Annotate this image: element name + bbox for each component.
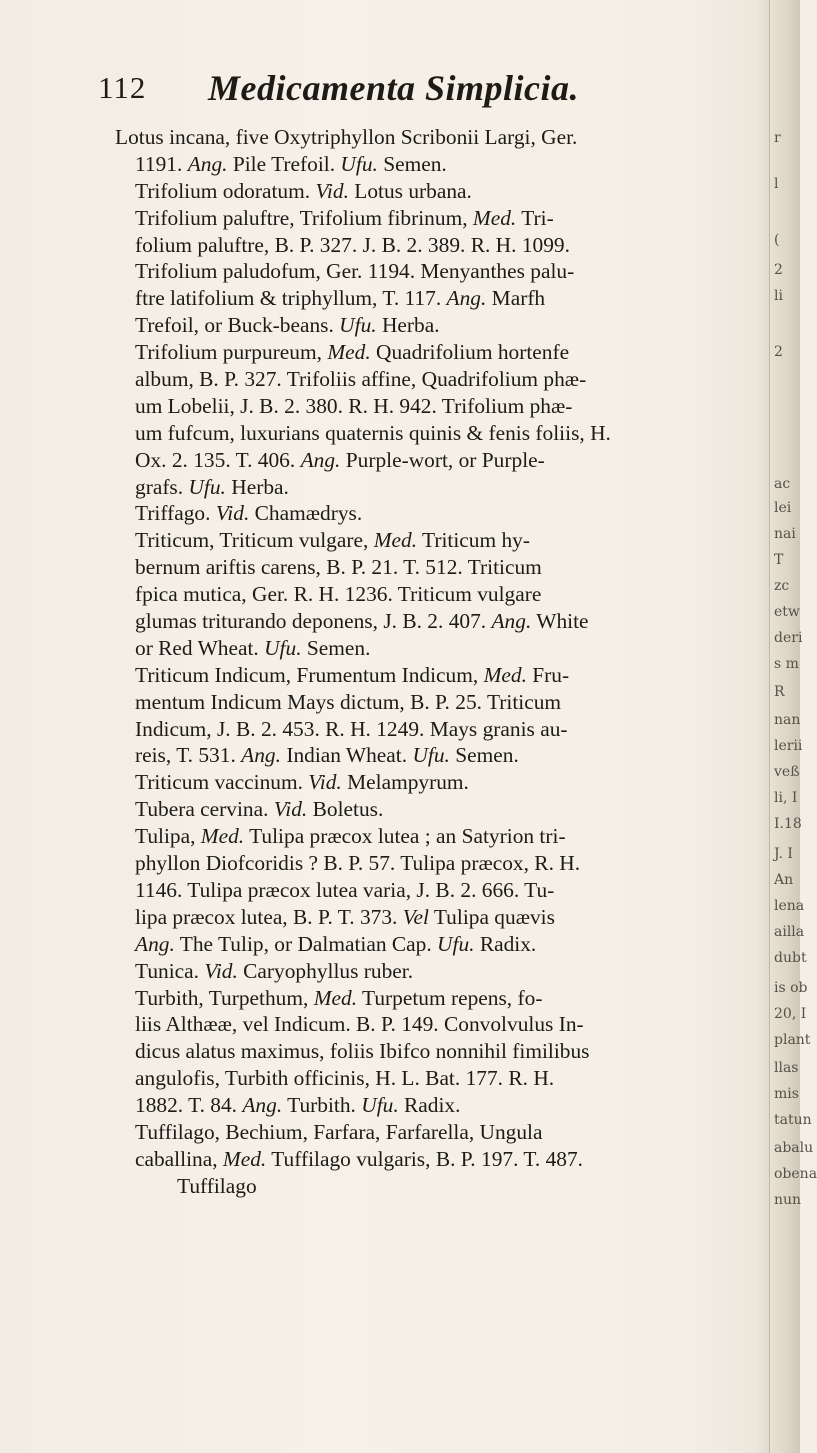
text-line: Tulipa, Med. Tulipa præcox lutea ; an Satyrion tri- [135,824,566,849]
gutter-fragment: An [774,872,794,888]
gutter-fragment: li [774,288,783,304]
text-line: fpica mutica, Ger. R. H. 1236. Triticum vulgare [135,582,542,607]
text-line: ftre latifolium & triphyllum, T. 117. Ang. Marfh [135,286,546,311]
gutter-fragment: plant [774,1032,811,1048]
text-line: phyllon Diofcoridis ? B. P. 57. Tulipa præcox, R. H. [135,851,581,876]
gutter-fragment: R [774,684,785,700]
gutter-fragment: abalu [774,1140,814,1156]
text-line: angulofis, Turbith officinis, H. L. Bat. 177. R. H. [135,1066,555,1091]
gutter-fragment: li, I [774,790,798,806]
gutter-fragment: veß [774,764,800,780]
text-line: 1882. T. 84. Ang. Turbith. Ufu. Radix. [135,1093,461,1118]
text-line: lipa præcox lutea, B. P. T. 373. Vel Tulipa quævis [135,904,555,929]
text-line: reis, T. 531. Ang. Indian Wheat. Ufu. Semen. [135,743,519,768]
text-line: Turbith, Turpethum, Med. Turpetum repens, fo- [135,985,543,1010]
text-line: mentum Indicum Mays dictum, B. P. 25. Triticum [135,689,562,714]
text-line: um Lobelii, J. B. 2. 380. R. H. 942. Trifolium phæ- [135,393,573,418]
gutter-fragment: J. I [774,846,793,862]
text-line: 1191. Ang. Pile Trefoil. Ufu. Semen. [135,151,447,176]
text-line: Tunica. Vid. Caryophyllus ruber. [135,958,414,983]
text-line: grafs. Ufu. Herba. [135,474,289,499]
page-header [98,70,698,110]
page-body [115,124,740,1200]
gutter-fragment: 2 [774,262,783,278]
facing-page-gutter [769,0,817,1453]
text-line: Tuffilago [177,1173,257,1198]
text-line: Trifolium paludofum, Ger. 1194. Menyanthes palu- [135,259,575,284]
text-line: bernum ariftis carens, B. P. 21. T. 512. Triticum [135,555,542,580]
gutter-fragment: zc [774,578,790,594]
text-line: Trifolium purpureum, Med. Quadrifolium hortenfe [135,340,570,365]
gutter-fragment: l [774,176,779,192]
gutter-fragment: nan [774,712,801,728]
gutter-fragment: T [774,552,784,568]
gutter-fragment: 2 [774,344,783,360]
text-line: Triffago. Vid. Chamædrys. [135,501,363,526]
text-line: 1146. Tulipa præcox lutea varia, J. B. 2. 666. Tu- [135,877,555,902]
gutter-fragment: nai [774,526,796,542]
gutter-fragment: ailla [774,924,805,940]
gutter-fragment: lena [774,898,805,914]
text-line: Trifolium odoratum. Vid. Lotus urbana. [135,178,472,203]
text-line: Triticum vaccinum. Vid. Melampyrum. [135,770,469,795]
gutter-fragment: is ob [774,980,808,996]
text-line: or Red Wheat. Ufu. Semen. [135,635,371,660]
text-line: Triticum Indicum, Frumentum Indicum, Med. Fru- [135,662,570,687]
text-line: um fufcum, luxurians quaternis quinis & fenis foliis, H. [135,420,611,445]
text-line: caballina, Med. Tuffilago vulgaris, B. P. 197. T. 487. [135,1146,584,1171]
gutter-fragment: mis [774,1086,799,1102]
text-line: Triticum, Triticum vulgare, Med. Triticum hy- [135,528,530,553]
gutter-shadow [756,0,770,1453]
text-line: Ang. The Tulip, or Dalmatian Cap. Ufu. Radix. [135,931,537,956]
text-line: Trifolium paluftre, Trifolium fibrinum, Med. Tri- [135,205,554,230]
gutter-fragment: I.18 [774,816,802,832]
text-line: Indicum, J. B. 2. 453. R. H. 1249. Mays granis au- [135,716,568,741]
text-line: folium paluftre, B. P. 327. J. B. 2. 389. R. H. 1099. [135,232,570,257]
text-line: Trefoil, or Buck-beans. Ufu. Herba. [135,313,440,338]
text-line: album, B. P. 327. Trifoliis affine, Quadrifolium phæ- [135,367,587,392]
gutter-fragment: deri [774,630,803,646]
gutter-fragment: tatun [774,1112,812,1128]
text-line: Lotus incana, five Oxytriphyllon Scribonii Largi, Ger. [115,125,578,149]
gutter-fragment: obena [774,1166,817,1182]
gutter-fragment: lerii [774,738,803,754]
gutter-fragment: ( [774,232,780,248]
running-title: Medicamenta Simplicia. [208,68,579,108]
gutter-fragment: 20, I [774,1006,807,1022]
text-line: Tuffilago, Bechium, Farfara, Farfarella, Ungula [135,1119,543,1144]
text-line: Tubera cervina. Vid. Boletus. [135,797,384,822]
gutter-fragment: dubt [774,950,807,966]
text-line: liis Althææ, vel Indicum. B. P. 149. Convolvulus In- [135,1012,584,1037]
gutter-fragment: llas [774,1060,799,1076]
gutter-fragment: r [774,130,781,146]
gutter-fragment: lei [774,500,792,516]
gutter-fragment: s m [774,656,799,672]
gutter-fragment: nun [774,1192,802,1208]
page-number: 112 [98,70,147,105]
text-line: glumas triturando deponens, J. B. 2. 407. Ang. White [135,609,589,634]
text-line: Ox. 2. 135. T. 406. Ang. Purple-wort, or Purple- [135,447,545,472]
gutter-fragment: etw [774,604,800,620]
gutter-fragment: ac [774,476,791,492]
text-line: dicus alatus maximus, foliis Ibifco nonnihil fimilibus [135,1039,590,1064]
